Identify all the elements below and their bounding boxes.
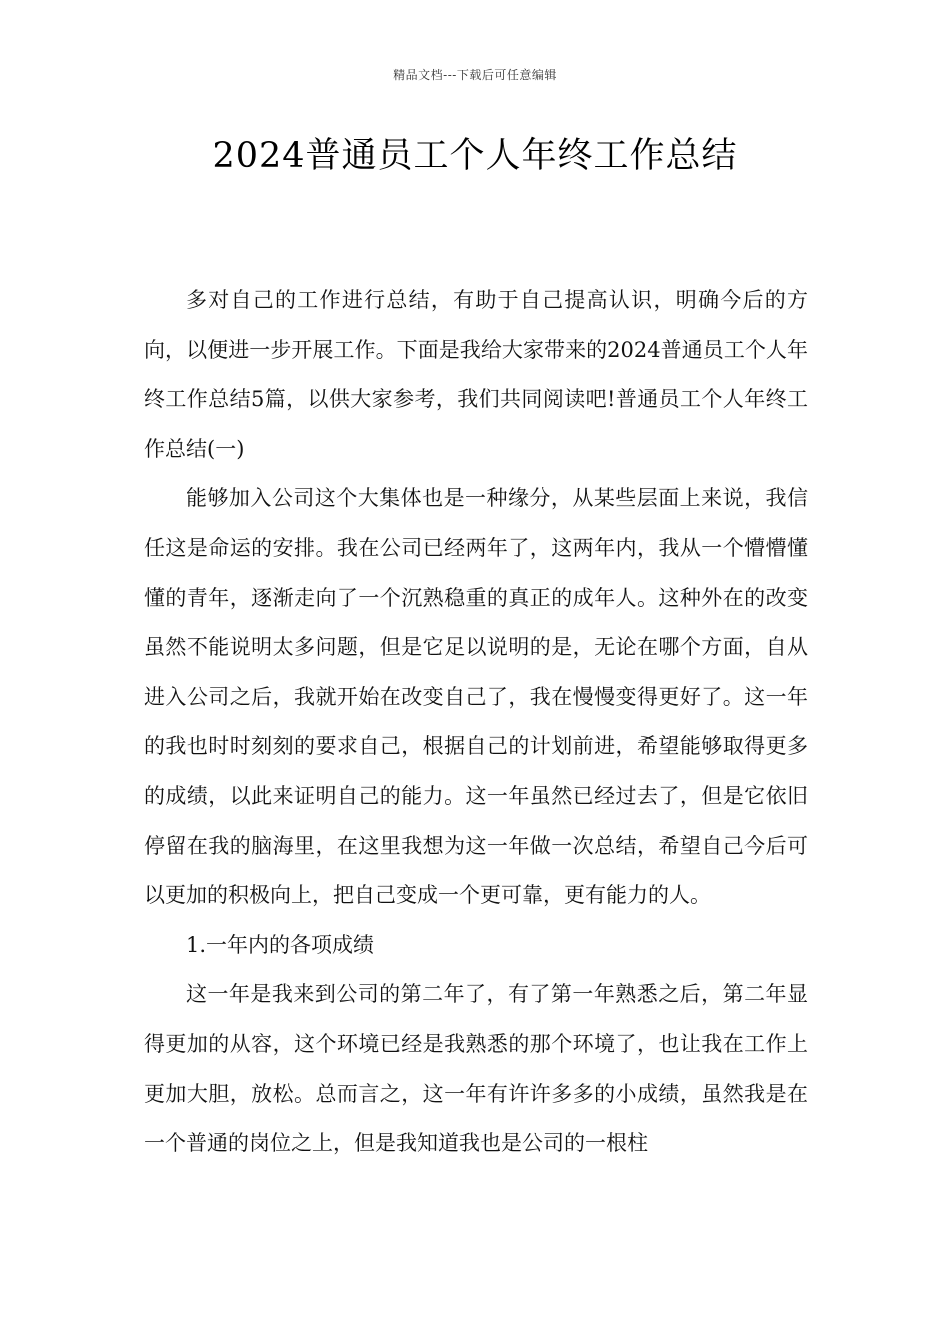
paragraph-second-year: 这一年是我来到公司的第二年了，有了第一年熟悉之后，第二年显得更加的从容，这个环境已经是我熟悉的那个环境了，也让我在工作上更加大胆，放松。总而言之，这一年有许许多多的小成绩，虽然我是在一个普通的岗位之上，但是我知道我也是公司的一根柱 — [144, 982, 808, 1156]
paragraph-joining-company: 能够加入公司这个大集体也是一种缘分，从某些层面上来说，我信任这是命运的安排。我在公司已经两年了，这两年内，我从一个懵懵懂懂的青年，逐渐走向了一个沉熟稳重的真正的成年人。这种外在的改变虽然不能说明太多问题，但是它足以说明的是，无论在哪个方面，自从进入公司之后，我就开始在改变自己了，我在慢慢变得更好了。这一年的我也时时刻刻的要求自己，根据自己的计划前进，希望能够取得更多的成绩，以此来证明自己的能力。这一年虽然已经过去了，但是它依旧停留在我的脑海里，在这里我想为这一年做一次总结，希望自己今后可以更加的积极向上，把自己变成一个更可靠，更有能力的人。 — [144, 486, 808, 908]
document-title: 2024普通员工个人年终工作总结 — [212, 136, 738, 176]
document-body — [144, 276, 808, 1169]
section-heading-achievements: 1.一年内的各项成绩 — [186, 932, 375, 957]
header-note: 精品文档---下载后可任意编辑 — [393, 68, 557, 82]
paragraph-intro: 多对自己的工作进行总结，有助于自己提高认识，明确今后的方向，以便进一步开展工作。下面是我给大家带来的2024普通员工个人年终工作总结5篇，以供大家参考，我们共同阅读吧!普通员工个人年终工作总结(一) — [144, 288, 808, 461]
